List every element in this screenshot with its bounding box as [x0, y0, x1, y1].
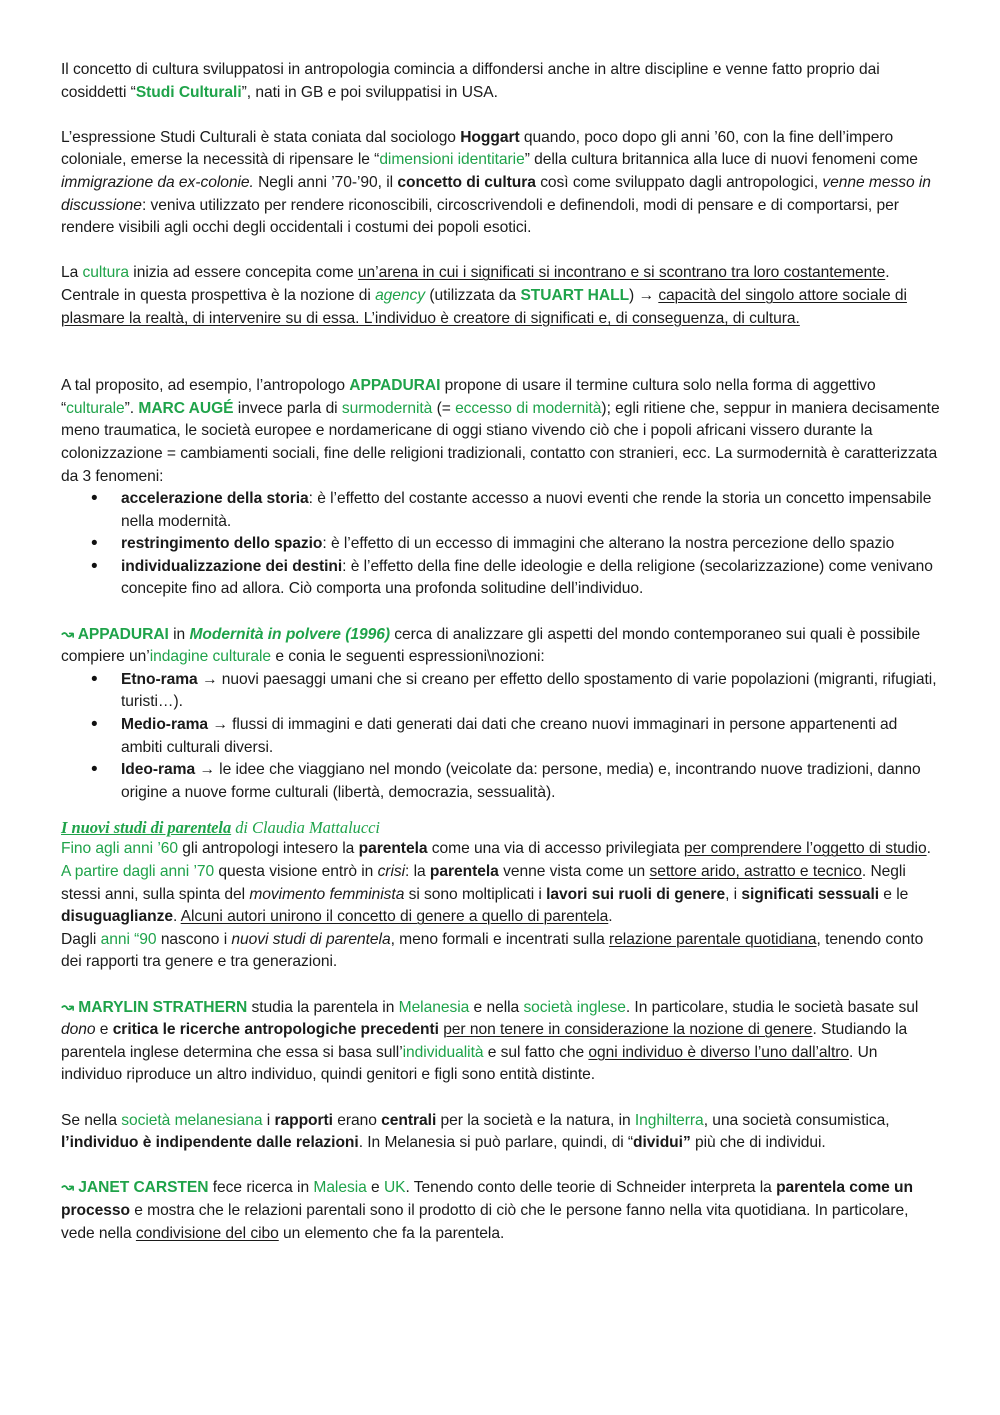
text: . In Melanesia si può parlare, quindi, di “	[358, 1134, 634, 1152]
section-title: I nuovi studi di parentela	[61, 818, 232, 838]
document-page	[61, 59, 941, 1245]
author-name: ↝ APPADURAI	[61, 625, 169, 643]
underlined-text: condivisione del cibo	[135, 1224, 279, 1242]
list-item	[121, 556, 941, 601]
text: i	[262, 1111, 275, 1129]
author-name: MARC AUGÉ	[138, 399, 234, 417]
paragraph-studi-culturali	[61, 59, 941, 104]
text: questa visione entrò in	[214, 863, 378, 880]
text: . Tenendo conto delle teorie di Schneider interpreta la	[405, 1179, 777, 1197]
text: propone di usare il termine cultura solo nella forma di aggettivo “	[61, 377, 876, 417]
bold-term: parentela come un processo	[61, 1179, 913, 1219]
text: e	[95, 1021, 113, 1039]
text: Dagli	[61, 930, 101, 948]
bold-term: Hoggart	[460, 128, 520, 146]
text: , i	[725, 885, 742, 903]
underlined-text: ogni individuo è diverso l’uno dall’altro	[588, 1043, 849, 1061]
bold-term: accelerazione della storia	[121, 490, 309, 508]
text: : la	[405, 863, 430, 880]
bold-term: significati sessuali	[741, 885, 880, 903]
italic-term: crisi	[377, 863, 406, 880]
highlight-term: Fino agli anni ’60	[61, 840, 178, 858]
text: . Un individuo riproduce un altro individuo, quindi genitori e figli sono entità distinte.	[61, 1043, 878, 1084]
highlight-term: Melanesia	[398, 998, 470, 1016]
bold-term: parentela	[429, 863, 499, 880]
highlight-term: culturale	[66, 399, 125, 417]
book-title: Modernità in polvere (1996)	[189, 625, 390, 643]
author-name: STUART HALL	[520, 286, 630, 304]
italic-term: immigrazione da ex-colonie.	[61, 173, 254, 191]
highlight-term: società melanesiana	[121, 1111, 263, 1129]
bold-term: dividui”	[633, 1134, 691, 1152]
text: e conia le seguenti espressioni\nozioni:	[271, 648, 545, 666]
text: in	[168, 625, 190, 643]
highlight-term: agency	[375, 286, 426, 304]
bold-term: lavori sui ruoli di genere	[546, 885, 726, 903]
text: . Centrale in questa prospettiva è la nozione di	[61, 264, 890, 304]
text: venne vista come un	[498, 863, 650, 880]
paragraph-nuovi-studi	[61, 929, 941, 974]
text: ”.	[124, 399, 139, 417]
bold-term: Medio-rama	[121, 716, 209, 734]
text: : veniva utilizzato per rendere riconoscibili, circoscrivendoli e definendoli, modi di pensare e di comportarsi, per rendere visibili agli occhi degli occidentali i costumi dei popoli esotici.	[61, 196, 899, 237]
text: . Studiando la parentela inglese determina che essa si basa sull’	[61, 1021, 908, 1061]
text: , meno formali e incentrati sulla	[390, 930, 610, 948]
italic-term: nuovi studi di parentela	[231, 930, 391, 948]
italic-term: movimento femminista	[249, 885, 405, 903]
paragraph-carsten	[61, 1177, 941, 1245]
underlined-text: Alcuni autori unirono il concetto di genere a quello di parentela	[180, 908, 609, 926]
text: : è l’effetto del costante accesso a nuovi eventi che rende la storia un concetto impensabile nella modernità.	[121, 490, 932, 530]
text: .	[172, 908, 181, 926]
bold-term: l’individuo è indipendente dalle relazioni	[61, 1134, 359, 1152]
italic-term: dono	[61, 1021, 96, 1039]
text: gli antropologi intesero la	[178, 840, 359, 858]
author-name: ↝ JANET CARSTEN	[61, 1179, 209, 1197]
paragraph-strathern	[61, 997, 941, 1087]
highlight-term: surmodernità	[341, 399, 433, 417]
highlight-term: Studi Culturali	[135, 83, 242, 101]
paragraph-hoggart	[61, 127, 941, 240]
text: e mostra che le relazioni parentali sono il prodotto di ciò che le persone fanno nella vita quotidiana. In particolare, vede nella	[61, 1201, 909, 1242]
highlight-term: Malesia	[313, 1179, 367, 1197]
bold-term: individualizzazione dei destini	[121, 557, 343, 575]
text: .	[926, 840, 931, 858]
list-item	[121, 488, 941, 533]
text: più che di individui.	[690, 1134, 826, 1152]
bold-term: centrali	[381, 1111, 437, 1129]
highlight-term: eccesso di modernità	[455, 399, 602, 417]
author-name: ↝ MARYLIN STRATHERN	[61, 998, 248, 1016]
text: . Negli stessi anni, sulla spinta del	[61, 863, 906, 903]
text: Negli anni ’70-’90, il	[253, 173, 398, 191]
text: → nuovi paesaggi umani che si creano per effetto dello spostamento di varie popolazioni (migranti, rifugiati, turisti…).	[121, 670, 937, 711]
text: e sul fatto che	[483, 1043, 589, 1061]
text: : è l’effetto di un eccesso di immagini che alterano la nostra percezione dello spazio	[322, 535, 895, 553]
text: La	[61, 264, 83, 282]
text: Se nella	[61, 1111, 122, 1129]
text: .	[608, 908, 613, 926]
text: (=	[432, 399, 456, 417]
text: e le	[879, 885, 909, 903]
underlined-text: relazione parentale quotidiana	[609, 930, 817, 948]
text: cerca di analizzare gli aspetti del mondo contemporaneo sui quali è possibile compiere un’	[61, 625, 921, 666]
text: ) →	[629, 286, 659, 304]
text: ”, nati in GB e poi sviluppatisi in USA.	[241, 83, 498, 101]
bold-term: restringimento dello spazio	[121, 535, 323, 553]
text: → flussi di immagini e dati generati dai dati che creano nuovi immaginari in persone appartenenti ad ambiti culturali diversi.	[121, 716, 898, 756]
bold-term: parentela	[358, 840, 428, 858]
text: → le idee che viaggiano nel mondo (veicolate da: persone, media) e, incontrando nuove tradizioni, danno origine a nuove forme culturali (libertà, democrazia, sessualità).	[121, 761, 921, 801]
paragraph-modernita-in-polvere	[61, 624, 941, 669]
bold-term: Ideo-rama	[121, 761, 196, 779]
highlight-term: cultura	[82, 264, 129, 282]
text: erano	[332, 1111, 382, 1129]
text: così come sviluppato dagli antropologici,	[535, 173, 823, 191]
highlight-term: UK	[383, 1179, 406, 1197]
highlight-term: individualità	[402, 1043, 484, 1061]
text: un elemento che fa la parentela.	[278, 1224, 505, 1242]
underlined-text: per non tenere in considerazione la nozione di genere	[443, 1021, 813, 1039]
list-item	[121, 533, 941, 556]
highlight-term: dimensioni identitarie	[379, 151, 525, 169]
italic-term: venne messo in discussione	[61, 173, 931, 214]
text: : è l’effetto della fine delle ideologie e della religione (secolarizzazione) come venivano concepite fino ad allora. Ciò comporta una profonda solitudine dell’individuo.	[121, 557, 933, 598]
highlight-term: Inghilterra	[634, 1111, 704, 1129]
underlined-text: per comprendere l’oggetto di studio	[683, 840, 927, 858]
text: , una società consumistica,	[703, 1111, 890, 1129]
list-item	[121, 669, 941, 714]
bullet-list-rama	[61, 669, 941, 805]
text: come una via di accesso privilegiata	[427, 840, 684, 858]
text: inizia ad essere concepita come	[129, 264, 358, 282]
highlight-term: anni “90	[100, 930, 157, 948]
bold-term: disuguaglianze	[61, 908, 173, 926]
text: , tenendo conto dei rapporti tra genere e tra generazioni.	[61, 930, 924, 971]
bold-term: rapporti	[274, 1111, 333, 1129]
highlight-term: A partire dagli anni ’70	[61, 863, 215, 880]
bullet-list-surmodernita	[61, 488, 941, 601]
text: si sono moltiplicati i	[404, 885, 547, 903]
paragraph-cultura-arena	[61, 262, 941, 330]
text: . In particolare, studia le società basate sul	[625, 998, 919, 1016]
bold-term: concetto di cultura	[397, 173, 536, 191]
author-name: APPADURAI	[349, 377, 441, 395]
paragraph-parentela-storia	[61, 838, 941, 928]
paragraph-melanesia	[61, 1110, 941, 1155]
underlined-text: un’arena in cui i significati si incontrano e si scontrano tra loro costantemente	[357, 264, 886, 282]
text: L’espressione Studi Culturali è stata coniata dal sociologo	[61, 128, 461, 146]
text: per la società e la natura, in	[436, 1111, 635, 1129]
text: ); egli ritiene che, seppur in maniera decisamente meno traumatica, le società europee e nordamericane di oggi stiano vivendo ciò che i popoli africani vissero durante la colonizzazione = cambiamenti sociali, fine delle religioni tradizionali, contatto con stranieri, ecc. La surmodernità è caratterizzata da 3 fenomeni:	[61, 399, 940, 485]
text: (utilizzata da	[425, 286, 521, 304]
highlight-term: società inglese	[523, 998, 626, 1016]
text: nascono i	[156, 930, 232, 948]
underlined-text: settore arido, astratto e tecnico	[649, 863, 862, 880]
text: fece ricerca in	[208, 1179, 314, 1197]
highlight-term: indagine culturale	[149, 648, 272, 666]
bold-term: critica le ricerche antropologiche precedenti	[112, 1021, 439, 1039]
text: ” della cultura britannica alla luce di nuovi fenomeni come	[524, 151, 918, 169]
text: e nella	[469, 998, 524, 1016]
list-item	[121, 714, 941, 759]
list-item	[121, 759, 941, 804]
underlined-text: capacità del singolo attore sociale di plasmare la realtà, di intervenire su di essa. L’individuo è creatore di significati e, di conseguenza, di cultura.	[61, 286, 907, 327]
text: invece parla di	[233, 399, 342, 417]
text: quando, poco dopo gli anni ’60, con la fine dell’impero coloniale, emerse la necessità di ripensare le “	[61, 128, 894, 169]
text: A tal proposito, ad esempio, l’antropologo	[61, 377, 350, 395]
bold-term: Etno-rama	[121, 670, 198, 688]
section-heading	[61, 818, 941, 838]
text: studia la parentela in	[247, 998, 399, 1016]
text: e	[366, 1179, 384, 1197]
paragraph-appadurai-auge	[61, 375, 941, 488]
section-author: di Claudia Mattalucci	[231, 818, 380, 838]
text: Il concetto di cultura sviluppatosi in antropologia comincia a diffondersi anche in altre discipline e venne fatto proprio dai cosiddetti “	[61, 61, 880, 101]
